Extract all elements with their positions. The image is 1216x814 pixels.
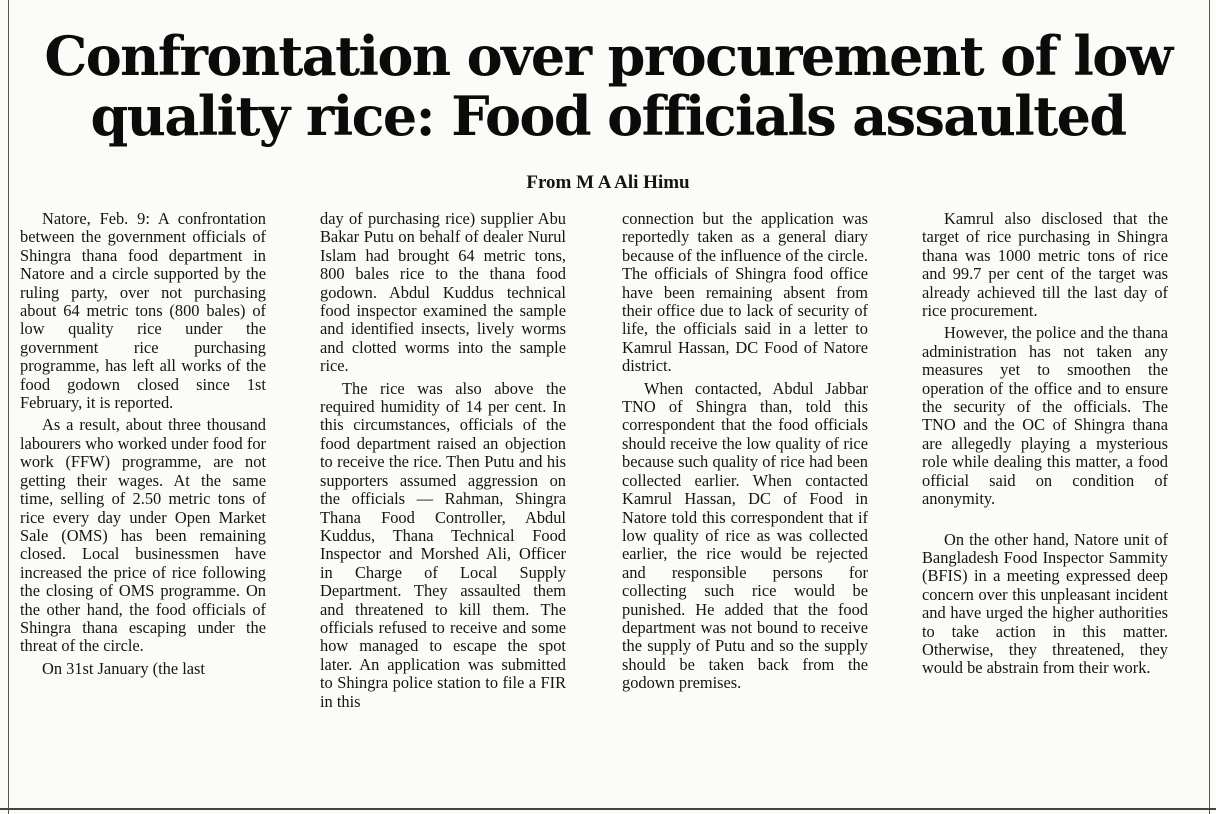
column-1-paragraph-1: Natore, Feb. 9: A confrontation between the government officials of Shingra thana food department in Natore and a circle supported by the ruling party, over not purchasing about 64 metric tons (800 bales) of low quality rice under the government rice purchasing programme, has left all works of the food godown closed since 1st February, it is reported. [20,209,266,413]
column-3-paragraph-1: connection but the application was reportedly taken as a general diary because of the influence of the circle. The officials of Shingra food office have been remaining absent from their office due to lack of security of life, the officials said in a letter to Kamrul Hassan, DC Food of Natore district. [622,209,868,376]
column-1-paragraph-2: As a result, about three thousand labourers who worked under food for work (FFW) programme, are not getting their wages. At the same time, selling of 2.50 metric tons of rice every day under Open Market Sale (OMS) has been remaining closed. Local businessmen have increased the price of rice following the closing of OMS programme. On the other hand, the food officials of Shingra thana escaping under the threat of the circle. [20,415,266,656]
column-3-paragraph-2: When contacted, Abdul Jabbar TNO of Shingra than, told this correspondent that the food officials should receive the low quality of rice because such quality of rice had been collected earlier. When contacted Kamrul Hassan, DC of Food in Natore told this correspondent that if low quality of rice as was collected earlier, the rice would be rejected and responsible persons for collecting such rice would be punished. He added that the food department was not bound to receive the supply of Putu and so the supply should be taken back from the godown premises. [622,378,868,693]
article-column-4 [922,210,1168,678]
left-border-rule [8,0,9,814]
article-column-3 [622,210,868,693]
column-2-paragraph-1: day of purchasing rice) supplier Abu Bakar Putu on behalf of dealer Nurul Islam had brought 64 metric tons, 800 bales rice to the thana food godown. Abdul Kuddus technical food inspector examined the sample and identified insects, lively worms and clotted worms into the sample rice. [320,209,566,376]
bottom-border-rule [0,808,1216,810]
article-column-2 [320,210,566,711]
article-column-1 [20,210,266,678]
column-2-paragraph-2: The rice was also above the required humidity of 14 per cent. In this circumstances, officials of the food department raised an objection to receive the rice. Then Putu and his supporters assumed aggression on the officials — Rahman, Shingra Thana Food Controller, Abdul Kuddus, Thana Technical Food Inspector and Morshed Ali, Officer in Charge of Local Supply Department. They assaulted them and threatened to kill them. The officials refused to receive and some how managed to escape the spot later. An application was submitted to Shingra police station to file a FIR in this [320,378,566,711]
right-border-rule [1209,0,1210,814]
column-4-paragraph-3: On the other hand, Natore unit of Bangladesh Food Inspector Sammity (BFIS) in a meeting expressed deep concern over this unpleasant incident and have urged the higher authorities to take action in this matter. Otherwise, they threatened, they would be abstrain from their work. [922,529,1168,678]
column-1-paragraph-3: On 31st January (the last [42,658,205,678]
headline: Confrontation over procurement of low quality rice: Food officials assaulted [44,24,1172,148]
column-4-paragraph-2: However, the police and the thana administration has not taken any measures yet to smoothen the operation of the office and to ensure the security of the officials. The TNO and the OC of Shingra thana are allegedly playing a mysterious role while dealing this matter, a food official said on condition of anonymity. [922,323,1168,509]
byline: From M A Ali Himu [526,172,690,193]
column-4-paragraph-1: Kamrul also disclosed that the target of rice purchasing in Shingra thana was 1000 metric tons of rice and 99.7 per cent of the target was already achieved till the last day of rice procurement. [922,209,1168,321]
